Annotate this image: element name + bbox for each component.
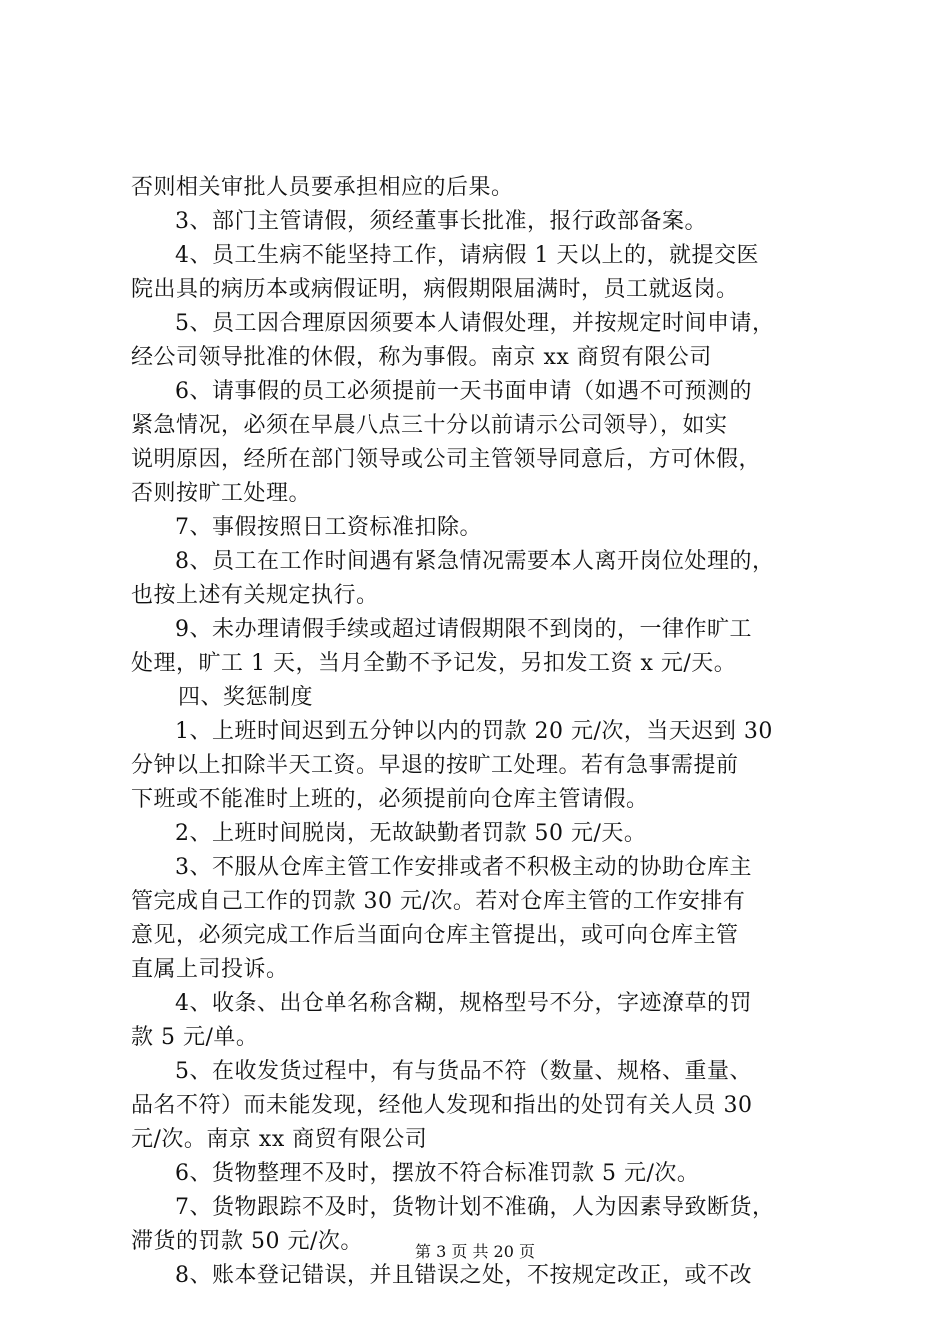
text-line: 下班或不能准时上班的，必须提前向仓库主管请假。: [131, 787, 649, 812]
text-line: 3、部门主管请假，须经董事长批准，报行政部备案。: [175, 209, 707, 234]
text-line: 滞货的罚款 50 元/次。: [131, 1229, 363, 1254]
text-line: 也按上述有关规定执行。: [131, 583, 379, 608]
text-line: 否则按旷工处理。: [131, 481, 312, 506]
text-line: 紧急情况，必须在早晨八点三十分以前请示公司领导），如实: [131, 413, 728, 438]
text-line: 7、事假按照日工资标准扣除。: [175, 515, 482, 540]
text-line: 8、账本登记错误，并且错误之处，不按规定改正，或不改: [175, 1263, 752, 1288]
document-body: [131, 171, 831, 1293]
text-line: 5、在收发货过程中，有与货品不符（数量、规格、重量、: [175, 1059, 752, 1084]
section-heading: 四、奖惩制度: [178, 685, 314, 710]
text-line: 6、请事假的员工必须提前一天书面申请（如遇不可预测的: [175, 379, 752, 404]
text-line: 直属上司投诉。: [131, 957, 289, 982]
page-footer: 第 3 页 共 20 页: [415, 1242, 535, 1261]
text-line: 院出具的病历本或病假证明，病假期限届满时，员工就返岗。: [131, 277, 739, 302]
text-line: 2、上班时间脱岗，无故缺勤者罚款 50 元/天。: [175, 821, 647, 846]
text-line: 3、不服从仓库主管工作安排或者不积极主动的协助仓库主: [175, 855, 752, 880]
text-line: 5、员工因合理原因须要本人请假处理，并按规定时间申请，: [175, 311, 775, 336]
text-line: 意见，必须完成工作后当面向仓库主管提出，或可向仓库主管: [131, 923, 739, 948]
text-line: 分钟以上扣除半天工资。早退的按旷工处理。若有急事需提前: [131, 753, 739, 778]
text-line: 管完成自己工作的罚款 30 元/次。若对仓库主管的工作安排有: [131, 889, 746, 914]
text-line: 处理，旷工 1 天，当月全勤不予记发，另扣发工资 x 元/天。: [131, 651, 737, 676]
text-line: 1、上班时间迟到五分钟以内的罚款 20 元/次，当天迟到 30: [175, 719, 773, 744]
text-line: 品名不符）而未能发现，经他人发现和指出的处罚有关人员 30: [131, 1093, 753, 1118]
text-line: 说明原因，经所在部门领导或公司主管领导同意后，方可休假，: [131, 447, 762, 472]
text-line: 款 5 元/单。: [131, 1025, 259, 1050]
text-line: 经公司领导批准的休假，称为事假。南京 xx 商贸有限公司: [131, 345, 712, 370]
text-line: 8、员工在工作时间遇有紧急情况需要本人离开岗位处理的，: [175, 549, 775, 574]
text-line: 4、收条、出仓单名称含糊，规格型号不分，字迹潦草的罚: [175, 991, 752, 1016]
text-line: 7、货物跟踪不及时，货物计划不准确，人为因素导致断货，: [175, 1195, 775, 1220]
text-line: 元/次。南京 xx 商贸有限公司: [131, 1127, 428, 1152]
text-line: 否则相关审批人员要承担相应的后果。: [131, 175, 514, 200]
text-line: 4、员工生病不能坚持工作，请病假 1 天以上的，就提交医: [175, 243, 759, 268]
text-line: 9、未办理请假手续或超过请假期限不到岗的，一律作旷工: [175, 617, 752, 642]
text-line: 6、货物整理不及时，摆放不符合标准罚款 5 元/次。: [175, 1161, 700, 1186]
